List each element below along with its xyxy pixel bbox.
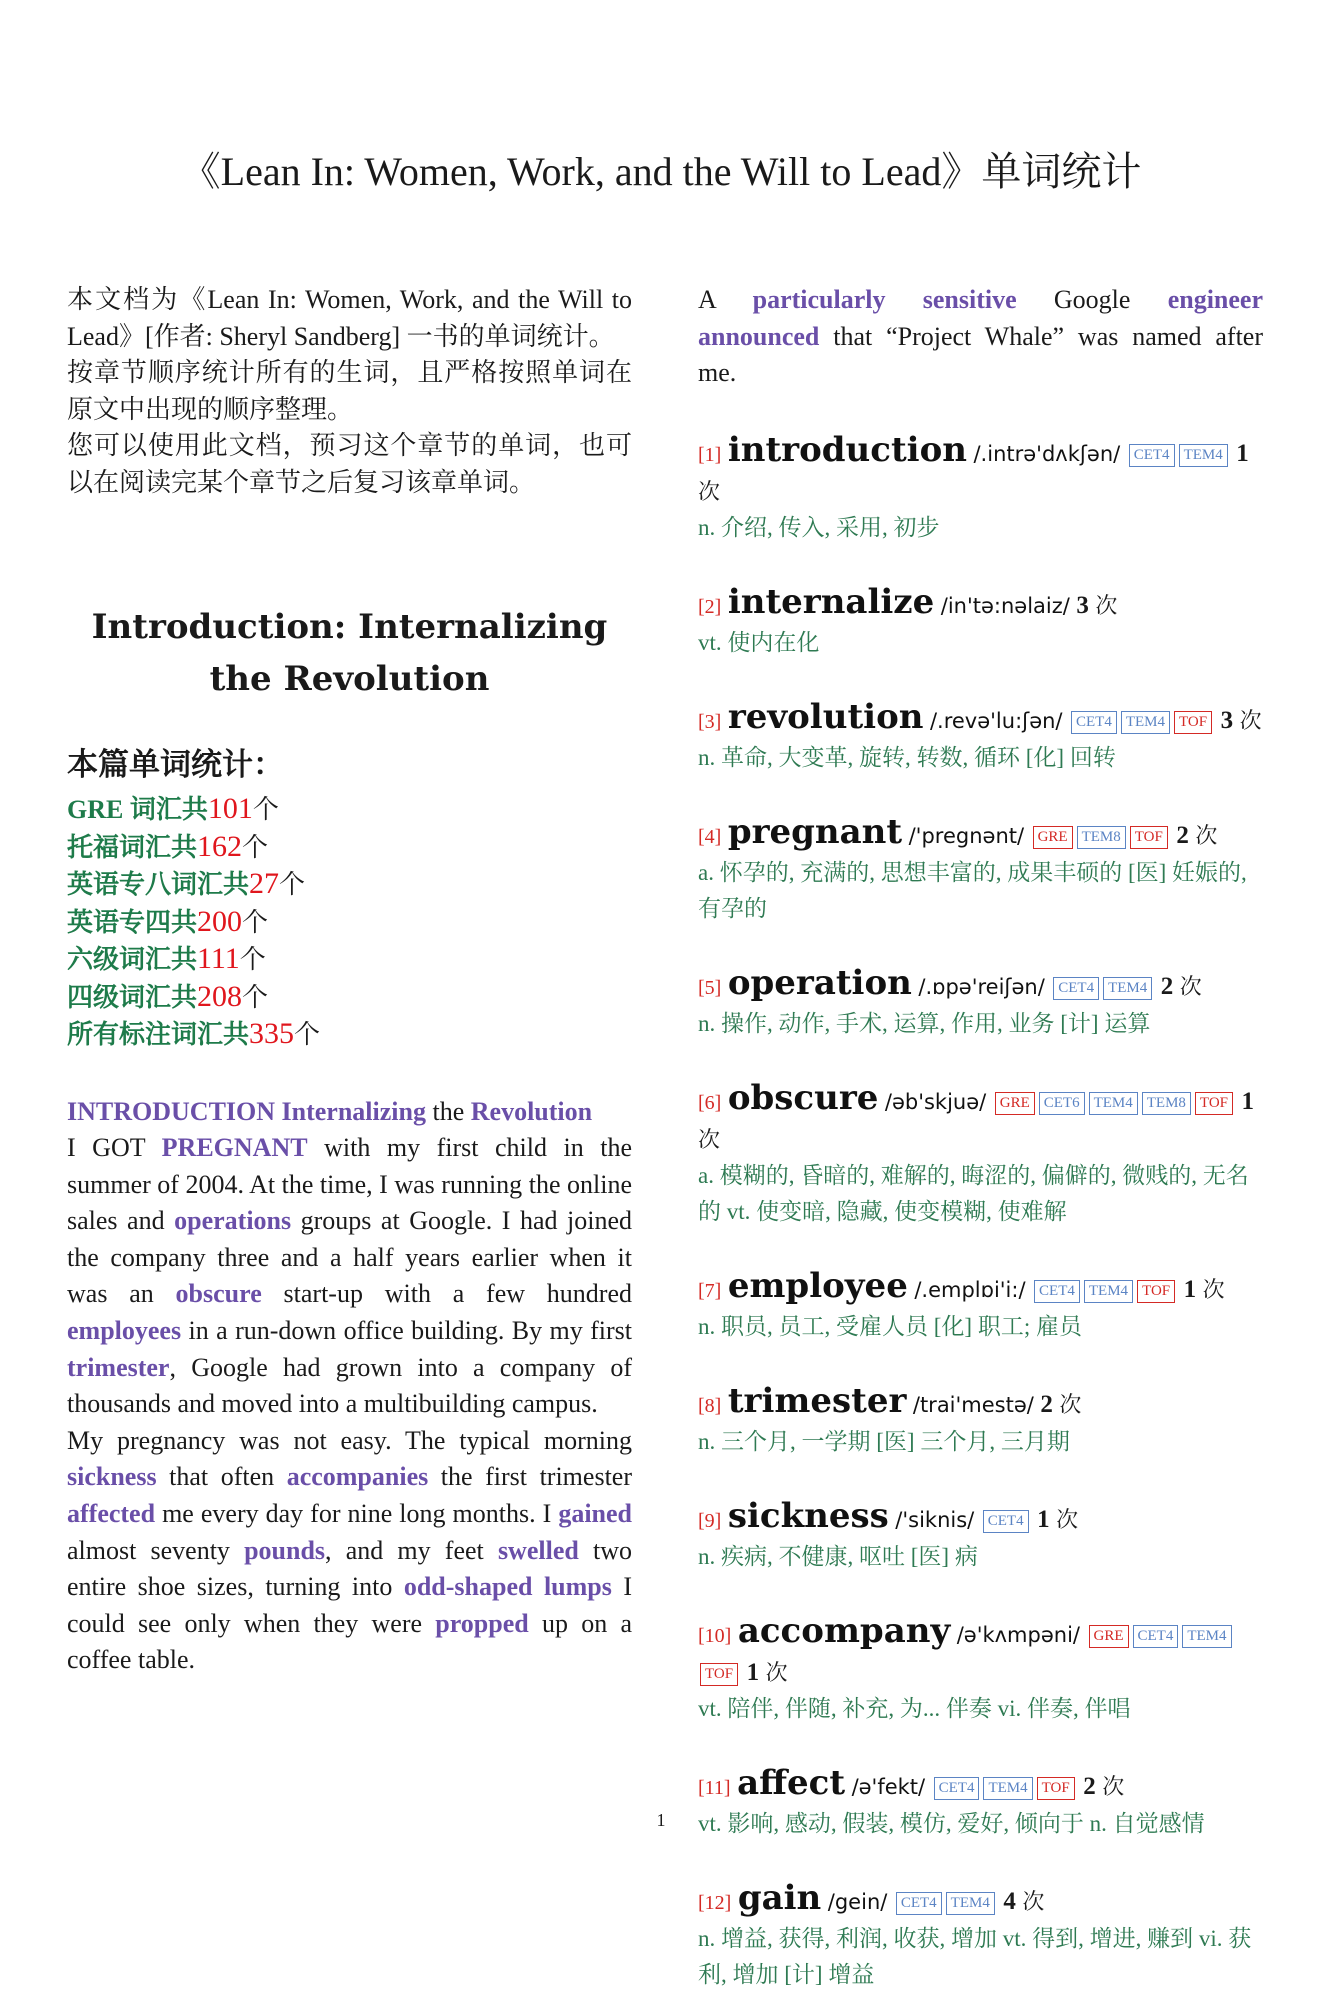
- vocab-tag: CET4: [1071, 711, 1117, 734]
- vocab-phonetic: /ə'fekt/: [851, 1774, 926, 1799]
- vocab-entry: [698, 962, 1263, 1042]
- text-run: A: [698, 285, 753, 314]
- vocab-tag: CET4: [1133, 1625, 1179, 1648]
- vocab-times: 次: [1095, 592, 1118, 618]
- vocab-word: internalize: [727, 581, 935, 622]
- vocab-word: affect: [737, 1762, 846, 1803]
- stat-unit: 个: [242, 907, 269, 937]
- vocab-word-line: [698, 1762, 1263, 1806]
- vocab-entry: [698, 1877, 1263, 1993]
- highlighted-word: Revolution: [470, 1096, 593, 1126]
- stat-value: 101: [207, 792, 253, 825]
- vocab-count: 1: [1037, 1505, 1050, 1533]
- vocab-entry: [698, 696, 1263, 776]
- vocab-entry: [698, 1077, 1263, 1230]
- vocab-definition: n. 疾病, 不健康, 呕吐 [医] 病: [698, 1543, 978, 1569]
- stat-label: 六级词汇共: [67, 945, 198, 974]
- vocab-word-line: [698, 1077, 1263, 1158]
- highlighted-word: Internalizing: [281, 1096, 426, 1126]
- highlighted-word: affected: [67, 1499, 156, 1529]
- stat-unit: 个: [294, 1020, 321, 1049]
- vocab-times: 次: [1239, 707, 1262, 733]
- stat-value: 111: [197, 942, 240, 975]
- text-run: up on a coffee table.: [67, 1608, 632, 1675]
- vocab-word: introduction: [727, 429, 967, 470]
- text-run: with my first child in the summer of 2004. At the time, I was running the online sales and: [67, 1133, 632, 1236]
- vocab-tag: TEM4: [983, 1777, 1032, 1800]
- vocab-tag: CET4: [934, 1777, 980, 1800]
- story-heading: INTRODUCTION Internalizing the Revolution: [67, 1096, 593, 1126]
- vocab-tag: TEM4: [1084, 1280, 1133, 1303]
- intro-block: [67, 282, 632, 501]
- highlighted-word: sickness: [67, 1462, 157, 1492]
- highlighted-word: swelled: [497, 1535, 579, 1565]
- vocab-phonetic: /.intrə'dʌkʃən/: [973, 441, 1121, 466]
- vocab-phonetic: /trai'mestə/: [912, 1392, 1034, 1417]
- vocab-phonetic: /in'tə:nəlaiz/: [940, 593, 1070, 618]
- text-run: start-up with a few hundred: [261, 1279, 633, 1309]
- vocab-word: revolution: [727, 696, 924, 737]
- vocab-definition: n. 三个月, 一学期 [医] 三个月, 三月期: [698, 1428, 1070, 1454]
- vocab-times: 次: [1202, 1276, 1225, 1302]
- vocab-tag: TOF: [1037, 1777, 1075, 1800]
- vocab-phonetic: /.revə'lu:ʃən/: [929, 708, 1063, 733]
- highlighted-word: propped: [435, 1608, 529, 1638]
- vocab-index: [10]: [698, 1624, 732, 1647]
- vocab-tag: CET4: [983, 1510, 1029, 1533]
- right-column: [698, 282, 1263, 1993]
- stat-value: 208: [197, 979, 243, 1013]
- vocab-word: sickness: [727, 1495, 889, 1536]
- vocab-definition: n. 介绍, 传入, 采用, 初步: [698, 514, 940, 540]
- vocab-phonetic: /'pregnənt/: [908, 823, 1025, 848]
- text-run: I could see only when they were: [67, 1572, 632, 1638]
- text-run: [885, 285, 922, 314]
- vocab-word: operation: [727, 962, 912, 1003]
- stat-line: [67, 904, 632, 942]
- stat-value: 27: [249, 867, 280, 900]
- vocab-phonetic: /.emplɒi'i:/: [914, 1277, 1026, 1302]
- vocab-times: 次: [698, 1126, 721, 1152]
- text-run: , Google had grown into a company of thousands and moved into a multibuilding campus.: [67, 1352, 632, 1419]
- stat-line: [67, 829, 632, 867]
- stat-label: 英语专四共: [67, 907, 198, 937]
- text-run: My pregnancy was not easy. The typical morning: [67, 1425, 632, 1455]
- vocab-times: 次: [1179, 973, 1202, 999]
- vocab-tag: TEM4: [1121, 711, 1170, 734]
- vocab-definition: vt. 陪伴, 伴随, 补充, 为... 伴奏 vi. 伴奏, 伴唱: [698, 1695, 1131, 1721]
- vocab-word-line: [698, 1495, 1263, 1539]
- story-text: [67, 1094, 632, 1680]
- vocab-word: gain: [737, 1877, 822, 1918]
- vocab-entry: [698, 1380, 1263, 1460]
- stat-unit: 个: [242, 832, 269, 862]
- vocab-tag: CET4: [1034, 1280, 1080, 1303]
- vocab-definition: vt. 使内在化: [698, 629, 820, 655]
- vocab-tag: CET6: [1039, 1092, 1085, 1115]
- text-run: Google: [1016, 285, 1168, 314]
- vocab-entry: [698, 1610, 1263, 1727]
- vocab-tag: GRE: [1033, 826, 1073, 849]
- highlighted-word: trimester: [67, 1352, 170, 1382]
- vocab-tag: TEM8: [1077, 826, 1126, 849]
- stat-line: [67, 791, 632, 829]
- intro-paragraph: 本文档为《Lean In: Women, Work, and the Will to Lead》[作者: Sheryl Sandberg] 一书的单词统计。: [67, 285, 632, 351]
- text-run: the first trimester: [428, 1462, 632, 1492]
- highlighted-word: particularly: [752, 285, 886, 314]
- vocab-tag: GRE: [1089, 1625, 1129, 1648]
- vocab-definition: n. 操作, 动作, 手术, 运算, 作用, 业务 [计] 运算: [698, 1010, 1151, 1036]
- stat-line: [67, 866, 632, 904]
- vocab-index: [7]: [698, 1279, 722, 1302]
- vocab-entry: [698, 581, 1263, 661]
- chapter-heading: Introduction: Internalizing the Revolution: [91, 607, 608, 699]
- vocab-phonetic: /ə'kʌmpəni/: [956, 1622, 1080, 1647]
- vocab-index: [8]: [698, 1394, 722, 1417]
- vocab-word-line: [698, 1380, 1263, 1424]
- vocab-count: 1: [746, 1658, 760, 1686]
- vocab-list: [698, 429, 1263, 1993]
- vocab-tag: TOF: [700, 1663, 738, 1686]
- highlighted-word: gained: [558, 1499, 632, 1529]
- vocab-count: 4: [1003, 1887, 1016, 1915]
- vocab-times: 次: [1195, 822, 1218, 848]
- story-paragraph: [67, 1423, 632, 1679]
- vocab-tag: GRE: [995, 1092, 1035, 1115]
- vocab-tag: TOF: [1130, 826, 1168, 849]
- vocab-tag: CET4: [896, 1892, 942, 1915]
- highlighted-word: odd-shaped: [403, 1572, 533, 1602]
- story-paragraph: [67, 1130, 632, 1423]
- vocab-entry: [698, 429, 1263, 546]
- vocab-word-line: [698, 429, 1263, 510]
- vocab-definition: n. 革命, 大变革, 旋转, 转数, 循环 [化] 回转: [698, 744, 1116, 770]
- vocab-times: 次: [1056, 1506, 1079, 1532]
- vocab-times: 次: [1102, 1773, 1125, 1799]
- vocab-count: 1: [1241, 1087, 1254, 1115]
- highlighted-word: PREGNANT: [161, 1133, 308, 1163]
- text-run: , and my feet: [325, 1535, 498, 1565]
- vocab-word-line: [698, 1265, 1263, 1309]
- highlighted-word: engineer: [1167, 285, 1264, 314]
- vocab-word: trimester: [727, 1380, 907, 1421]
- vocab-tag: TEM8: [1142, 1092, 1191, 1115]
- stat-label: 四级词汇共: [67, 982, 198, 1012]
- vocab-count: 2: [1176, 821, 1189, 849]
- vocab-definition: n. 职员, 员工, 受雇人员 [化] 职工; 雇员: [698, 1313, 1082, 1339]
- quote-block: [698, 282, 1263, 392]
- vocab-times: 次: [765, 1659, 788, 1685]
- stat-value: 335: [249, 1017, 295, 1050]
- highlighted-word: employees: [67, 1316, 182, 1346]
- vocab-count: 2: [1160, 972, 1174, 1000]
- vocab-tag: TOF: [1137, 1280, 1175, 1303]
- highlighted-word: pounds: [244, 1535, 326, 1565]
- vocab-phonetic: /.ɒpə'reiʃən/: [918, 974, 1045, 999]
- vocab-tag: CET4: [1129, 444, 1175, 467]
- vocab-times: 次: [1059, 1391, 1082, 1417]
- quote-paragraph: [698, 282, 1263, 392]
- stat-line: [67, 941, 632, 979]
- intro-paragraph: 按章节顺序统计所有的生词，且严格按照单词在原文中出现的顺序整理。: [67, 358, 632, 424]
- vocab-word: obscure: [727, 1077, 879, 1118]
- vocab-tag: TEM4: [1089, 1092, 1138, 1115]
- vocab-count: 1: [1236, 439, 1249, 467]
- page-title: 《Lean In: Women, Work, and the Will to Lead》单词统计: [180, 149, 1142, 194]
- text-run: [532, 1572, 543, 1601]
- stat-value: 162: [197, 829, 243, 863]
- stat-line: [67, 1016, 632, 1054]
- text-run: groups at Google. I had joined the company three and a half years earlier when it was an: [67, 1206, 632, 1309]
- vocab-word-line: [698, 581, 1263, 625]
- highlighted-word: accompanies: [286, 1462, 429, 1492]
- story-heading-part: INTRODUCTION: [67, 1096, 276, 1126]
- vocab-tag: TEM4: [1182, 1625, 1231, 1648]
- vocab-index: [9]: [698, 1509, 722, 1532]
- vocab-index: [12]: [698, 1891, 732, 1914]
- vocab-index: [6]: [698, 1091, 722, 1114]
- vocab-entry: [698, 811, 1263, 927]
- vocab-index: [3]: [698, 710, 722, 733]
- stat-unit: 个: [239, 945, 266, 974]
- vocab-count: 2: [1083, 1772, 1096, 1800]
- stat-label: 托福词汇共: [67, 832, 198, 862]
- page-number: 1: [656, 1810, 666, 1830]
- vocab-index: [2]: [698, 595, 722, 618]
- text-run: I GOT: [67, 1133, 162, 1163]
- vocab-entry: [698, 1495, 1263, 1575]
- text-run: that “Project Whale” was named after me.: [698, 321, 1263, 387]
- intro-paragraph: 您可以使用此文档，预习这个章节的单词，也可以在阅读完某个章节之后复习该章单词。: [67, 431, 632, 497]
- vocab-phonetic: /gein/: [827, 1889, 888, 1914]
- stat-unit: 个: [242, 982, 269, 1012]
- stats-list: [67, 791, 632, 1054]
- vocab-word-line: [698, 1610, 1263, 1691]
- stat-label: GRE 词汇共: [67, 795, 208, 824]
- vocab-count: 3: [1076, 591, 1089, 619]
- vocab-tag: TOF: [1195, 1092, 1233, 1115]
- text-run: almost seventy: [67, 1535, 245, 1565]
- vocab-phonetic: /əb'skjuə/: [884, 1089, 987, 1114]
- stat-line: [67, 979, 632, 1017]
- stat-label: 所有标注词汇共: [67, 1020, 250, 1049]
- stats-title: 本篇单词统计：: [67, 747, 284, 782]
- vocab-word-line: [698, 811, 1263, 855]
- vocab-index: [1]: [698, 443, 722, 466]
- vocab-times: 次: [1022, 1888, 1045, 1914]
- highlighted-word: announced: [698, 321, 820, 351]
- vocab-word: pregnant: [727, 811, 903, 852]
- vocab-count: 2: [1040, 1390, 1053, 1418]
- text-run: in a run-down office building. By my first: [181, 1316, 632, 1346]
- text-run: two entire shoe sizes, turning into: [67, 1535, 632, 1602]
- vocab-definition: vt. 影响, 感动, 假装, 模仿, 爱好, 倾向于 n. 自觉感情: [698, 1810, 1205, 1836]
- vocab-tag: TOF: [1174, 711, 1212, 734]
- vocab-definition: a. 模糊的, 昏暗的, 难解的, 晦涩的, 偏僻的, 微贱的, 无名的 vt. 使变暗, 隐藏, 使变模糊, 使难解: [698, 1162, 1249, 1224]
- vocab-tag: TEM4: [946, 1892, 995, 1915]
- vocab-tag: CET4: [1053, 977, 1099, 1000]
- vocab-tag: TEM4: [1179, 444, 1228, 467]
- stat-label: 英语专八词汇共: [67, 870, 250, 899]
- vocab-count: 1: [1183, 1275, 1197, 1303]
- highlighted-word: obscure: [175, 1279, 262, 1309]
- vocab-word: accompany: [737, 1610, 951, 1651]
- stat-unit: 个: [252, 795, 279, 824]
- vocab-index: [5]: [698, 976, 722, 999]
- text-run: me every day for nine long months. I: [155, 1499, 559, 1529]
- vocab-word-line: [698, 962, 1263, 1006]
- vocab-phonetic: /'siknis/: [895, 1507, 975, 1532]
- vocab-definition: a. 怀孕的, 充满的, 思想丰富的, 成果丰硕的 [医] 妊娠的, 有孕的: [698, 859, 1247, 921]
- stat-unit: 个: [279, 870, 306, 899]
- highlighted-word: operations: [174, 1206, 292, 1236]
- highlighted-word: lumps: [543, 1572, 612, 1602]
- vocab-tag: TEM4: [1103, 977, 1152, 1000]
- vocab-word-line: [698, 1877, 1263, 1921]
- vocab-definition: n. 增益, 获得, 利润, 收获, 增加 vt. 得到, 增进, 赚到 vi. 获利, 增加 [计] 增益: [698, 1925, 1252, 1987]
- vocab-count: 3: [1220, 706, 1234, 734]
- vocab-index: [11]: [698, 1776, 731, 1799]
- vocab-index: [4]: [698, 825, 722, 848]
- stat-value: 200: [197, 904, 243, 938]
- text-run: that often: [156, 1462, 287, 1492]
- highlighted-word: sensitive: [922, 285, 1017, 314]
- vocab-word-line: [698, 696, 1263, 740]
- left-column: [67, 282, 632, 1679]
- vocab-entry: [698, 1265, 1263, 1345]
- vocab-times: 次: [698, 478, 721, 504]
- vocab-word: employee: [727, 1265, 908, 1306]
